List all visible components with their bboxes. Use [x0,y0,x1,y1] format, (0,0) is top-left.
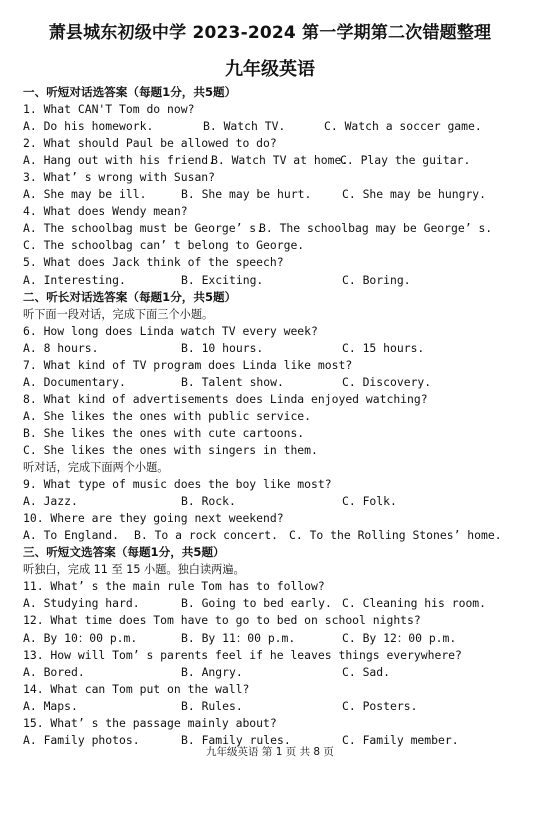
option-b: B. Going to bed early. [181,596,332,611]
answer-options [23,374,523,391]
option-b: B. The schoolbag may be George’ s. [259,221,493,236]
option-a: A. Hang out with his friend. [23,153,216,168]
option-b: B. Talent show. [181,374,284,389]
section-heading: 一、听短对话选答案（每题1分，共5题） [23,85,237,99]
instruction-text: 听下面一段对话，完成下面三个小题。 [23,307,214,321]
option-b: B. To a rock concert. [134,528,279,543]
question: 5. What does Jack think of the speech? [23,255,284,270]
option-c: C. Watch a soccer game. [324,119,482,134]
option-a: A. Interesting. [23,272,126,287]
option-a: A. Studying hard. [23,596,140,611]
option-b: B. Watch TV. [203,119,286,134]
answer-options [23,630,523,647]
answer-options [23,698,523,715]
instruction-text: 听对话，完成下面两个小题。 [23,461,169,475]
question: 3. What’ s wrong with Susan? [23,170,216,185]
question: 7. What kind of TV program does Linda like most? [23,357,353,372]
section-heading: 三、听短文选答案（每题1分，共5题） [23,545,225,560]
option-b: B. Rock. [181,494,236,509]
answer-options [23,595,523,612]
page-footer: 九年级英语 第 1 页 共 8 页 [206,746,334,758]
option-b: B. Watch TV at home. [211,153,349,168]
option-b: B. She may be hurt. [181,187,312,202]
option-c: C. Boring. [342,272,411,287]
option-a: A. She may be ill. [23,187,147,202]
option-a: A. Documentary. [23,374,126,389]
option-c: C. To the Rolling Stones’ home. [289,528,502,543]
option-c: C. Family member. [342,732,459,747]
option-c: C. Folk. [342,494,397,509]
answer-option-c: C. She likes the ones with singers in them. [23,442,318,457]
page-subtitle: 九年级英语 [225,59,315,80]
answer-options [23,118,523,135]
option-b: B. 10 hours. [181,340,264,355]
question: 6. How long does Linda watch TV every week? [23,323,318,338]
option-a: A. 8 hours. [23,340,99,355]
question: 2. What should Paul be allowed to do? [23,136,277,151]
option-b: B. Rules. [181,698,243,713]
answer-option-c: C. The schoolbag can’ t belong to George. [23,238,305,253]
option-a: A. The schoolbag must be George’ s. [23,221,264,236]
answer-options [23,220,523,237]
instruction-text: 听独白，完成 11 至 15 小题。独白读两遍。 [23,563,245,577]
answer-options [23,664,523,681]
question: 10. Where are they going next weekend? [23,511,284,526]
option-c: C. Discovery. [342,374,432,389]
option-a: A. To England. [23,528,120,543]
option-a: A. Maps. [23,698,78,713]
option-b: B. Family rules. [181,732,291,747]
exam-body [23,84,523,749]
answer-options [23,527,523,544]
option-a: A. Do his homework. [23,119,154,134]
question: 4. What does Wendy mean? [23,204,188,219]
answer-option-b: B. She likes the ones with cute cartoons. [23,425,305,440]
option-a: A. Jazz. [23,494,78,509]
answer-option-a: A. She likes the ones with public service. [23,408,312,423]
question: 9. What type of music does the boy like most? [23,477,332,492]
option-b: B. By 11：00 p.m. [181,630,296,645]
question: 14. What can Tom put on the wall? [23,681,250,696]
option-a: A. Family photos. [23,732,140,747]
answer-options [23,493,523,510]
question: 11. What’ s the main rule Tom has to follow? [23,579,325,594]
question: 15. What’ s the passage mainly about? [23,715,277,730]
question: 12. What time does Tom have to go to bed on school nights? [23,613,421,628]
question: 8. What kind of advertisements does Linda enjoyed watching? [23,391,428,406]
option-c: C. Sad. [342,664,391,679]
option-a: A. Bored. [23,664,85,679]
question: 13. How will Tom’ s parents feel if he leaves things everywhere? [23,647,462,662]
section-heading: 二、听长对话选答案（每题1分，共5题） [23,289,237,304]
option-a: A. By 10：00 p.m. [23,630,138,645]
option-c: C. By 12：00 p.m. [342,630,457,645]
answer-options [23,152,523,169]
option-b: B. Angry. [181,664,243,679]
answer-options [23,340,523,357]
option-c: C. 15 hours. [342,340,425,355]
option-b: B. Exciting. [181,272,264,287]
page-title: 萧县城东初级中学 2023-2024 第一学期第二次错题整理 [48,23,492,43]
option-c: C. Posters. [342,698,418,713]
answer-options [23,272,523,289]
option-c: C. She may be hungry. [342,187,487,202]
answer-options [23,186,523,203]
question: 1. What CAN'T Tom do now? [23,102,195,117]
option-c: C. Cleaning his room. [342,596,487,611]
option-c: C. Play the guitar. [340,153,471,168]
